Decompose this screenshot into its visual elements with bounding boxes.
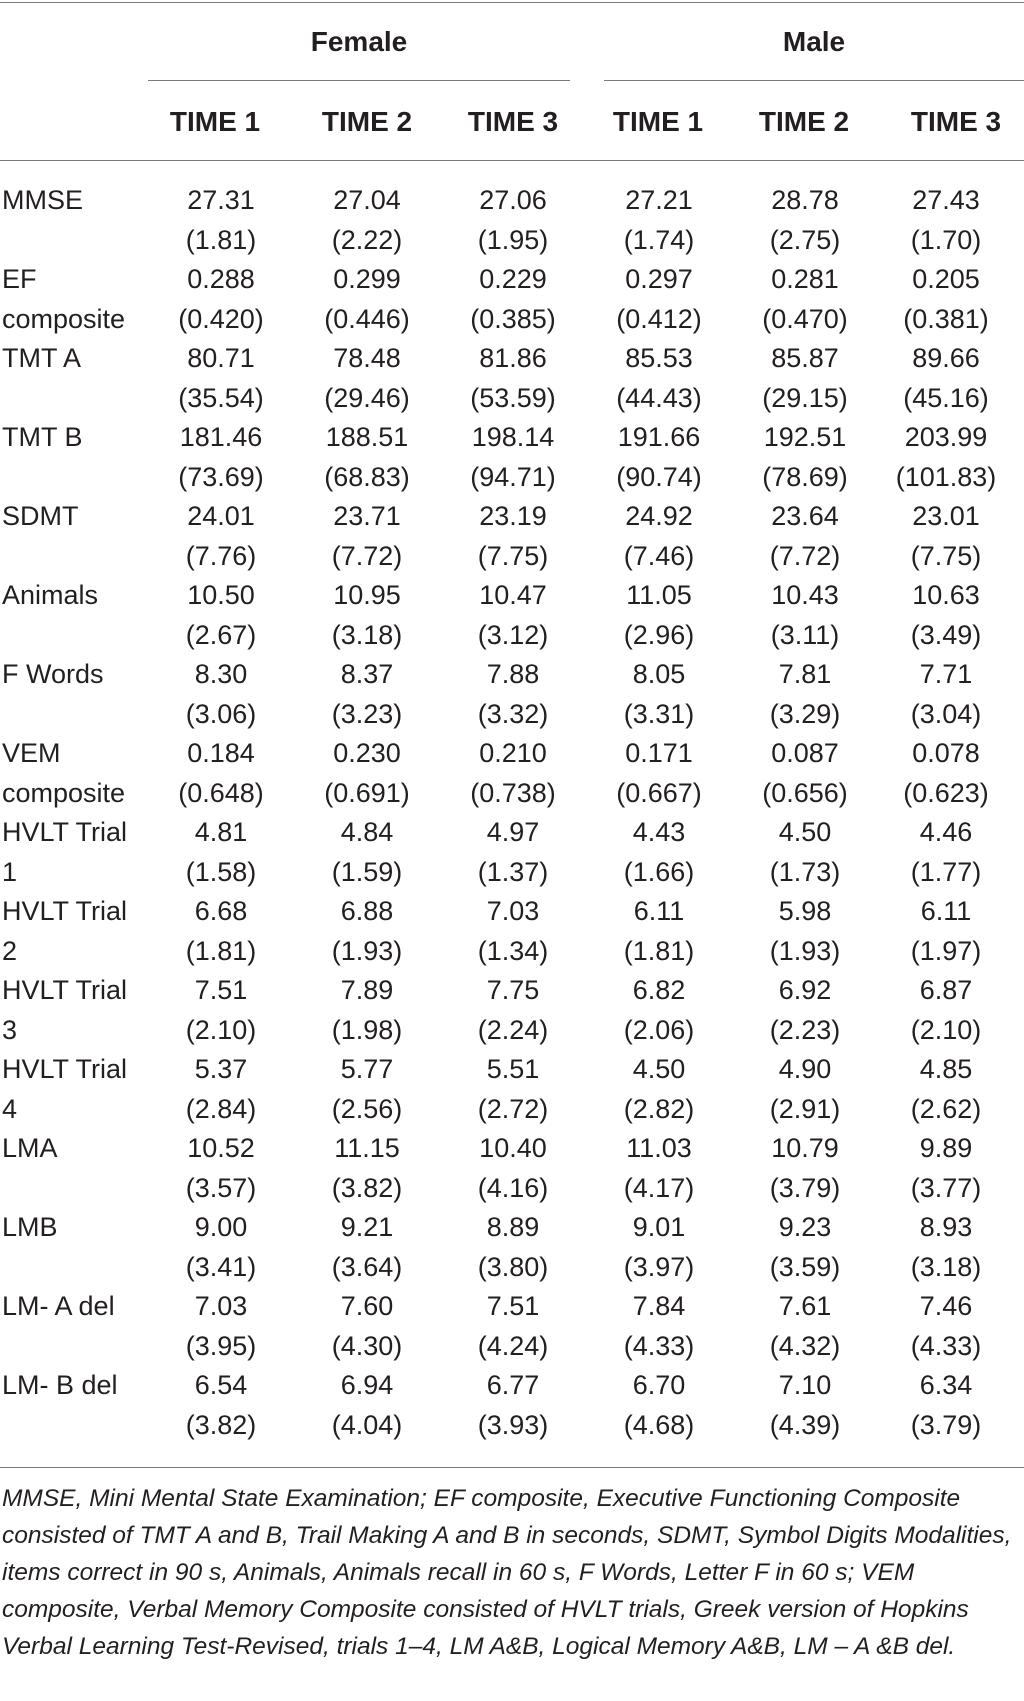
mean-cell: 0.078 [912, 738, 980, 768]
column-header-female-time3: TIME 3 [467, 106, 559, 137]
row-label: HVLT Trial [2, 975, 128, 1005]
sd-cell: (0.656) [762, 777, 848, 808]
sd-cell: (3.79) [910, 1409, 982, 1440]
sd-cell: (4.39) [769, 1409, 841, 1440]
mean-cell: 9.89 [919, 1133, 973, 1163]
sd-cell: (3.31) [623, 698, 695, 729]
sd-cell: (45.16) [903, 382, 989, 413]
row-label-continued: composite [2, 777, 126, 808]
mean-cell: 9.00 [194, 1212, 248, 1242]
table-row-sd [0, 1248, 1014, 1288]
table-row-sd [0, 774, 1014, 814]
mean-cell: 11.05 [626, 580, 692, 610]
row-label: LM- A del [2, 1291, 115, 1321]
row-label: TMT A [2, 343, 82, 373]
mean-cell: 6.68 [194, 896, 248, 926]
mean-cell: 0.087 [771, 738, 839, 768]
table-row-mean [0, 497, 1014, 537]
table-row-sd [0, 853, 1014, 893]
mean-cell: 10.43 [771, 580, 839, 610]
row-label-continued [0, 1248, 148, 1288]
mean-cell: 8.93 [919, 1212, 973, 1242]
mean-cell: 10.40 [479, 1133, 547, 1163]
sd-cell: (3.41) [185, 1251, 257, 1282]
sd-cell: (4.24) [477, 1330, 549, 1361]
mean-cell: 191.66 [617, 422, 701, 452]
mean-cell: 181.46 [179, 422, 263, 452]
table-row-mean [0, 1366, 1014, 1406]
mean-cell: 0.171 [625, 738, 693, 768]
data-table [0, 181, 1014, 1445]
mean-cell: 5.77 [340, 1054, 394, 1084]
sd-cell: (4.30) [331, 1330, 403, 1361]
mean-cell: 80.71 [187, 343, 255, 373]
table-row-sd [0, 1327, 1014, 1367]
mean-cell: 6.11 [633, 896, 685, 926]
mean-cell: 6.82 [632, 975, 686, 1005]
sd-cell: (2.10) [185, 1014, 257, 1045]
row-label-continued: 3 [2, 1014, 18, 1045]
mean-cell: 6.70 [632, 1370, 686, 1400]
mean-cell: 4.84 [340, 817, 394, 847]
row-label: LM- B del [2, 1370, 118, 1400]
column-header-female-time2: TIME 2 [321, 106, 413, 137]
mean-cell: 6.77 [486, 1370, 540, 1400]
sd-cell: (1.73) [769, 856, 841, 887]
mean-cell: 6.54 [194, 1370, 248, 1400]
table-row-mean [0, 971, 1014, 1011]
mean-cell: 6.11 [920, 896, 972, 926]
row-label: EF [2, 264, 37, 294]
sd-cell: (4.32) [769, 1330, 841, 1361]
mean-cell: 7.60 [340, 1291, 394, 1321]
sd-cell: (4.33) [623, 1330, 695, 1361]
row-label-continued [0, 458, 148, 498]
sd-cell: (2.96) [623, 619, 695, 650]
row-label-continued [0, 1169, 148, 1209]
mean-cell: 24.01 [187, 501, 255, 531]
sd-cell: (78.69) [762, 461, 848, 492]
sd-cell: (2.75) [769, 224, 841, 255]
mean-cell: 7.03 [486, 896, 540, 926]
sd-cell: (1.81) [185, 935, 257, 966]
table-footnote: MMSE, Mini Mental State Examination; EF composite, Executive Functioning Composite consisted of TMT A and B, Trail Making A and B in seconds, SDMT, Symbol Digits Modalities, items correct in 90 s, Animals, Animals recall in 60 s, F Words, Letter F in 60 s; VEM composite, Verbal Memory Composite consisted of HVLT trials, Greek version of Hopkins Verbal Learning Test-Revised, trials 1–4, LM A&B, Logical Memory A&B, LM – A &B del. [2, 1485, 1012, 1660]
mean-cell: 0.230 [333, 738, 401, 768]
mean-cell: 23.19 [479, 501, 547, 531]
sd-cell: (0.738) [470, 777, 556, 808]
mean-cell: 11.15 [334, 1133, 400, 1163]
sd-cell: (1.70) [910, 224, 982, 255]
mean-cell: 8.89 [486, 1212, 540, 1242]
sd-cell: (3.32) [477, 698, 549, 729]
sd-cell: (3.18) [331, 619, 403, 650]
sd-cell: (1.95) [477, 224, 549, 255]
sd-cell: (0.381) [903, 303, 989, 334]
sd-cell: (3.82) [185, 1409, 257, 1440]
mean-cell: 4.97 [486, 817, 540, 847]
sd-cell: (4.17) [623, 1172, 695, 1203]
sd-cell: (4.33) [910, 1330, 982, 1361]
sd-cell: (2.56) [331, 1093, 403, 1124]
sd-cell: (2.67) [185, 619, 257, 650]
mean-cell: 10.52 [187, 1133, 255, 1163]
table-row-sd [0, 300, 1014, 340]
row-label-continued: 4 [2, 1093, 18, 1124]
mean-cell: 81.86 [479, 343, 547, 373]
sd-cell: (1.93) [331, 935, 403, 966]
row-label: HVLT Trial [2, 1054, 128, 1084]
mean-cell: 27.31 [187, 185, 255, 215]
mean-cell: 27.21 [625, 185, 693, 215]
sd-cell: (3.11) [770, 619, 840, 650]
mean-cell: 7.51 [486, 1291, 540, 1321]
row-label: SDMT [2, 501, 79, 531]
sd-cell: (3.95) [185, 1330, 257, 1361]
mean-cell: 0.297 [625, 264, 693, 294]
mean-cell: 27.04 [333, 185, 401, 215]
row-label-continued [0, 221, 148, 261]
table-row-sd [0, 379, 1014, 419]
sd-cell: (3.06) [185, 698, 257, 729]
mean-cell: 6.34 [919, 1370, 973, 1400]
mean-cell: 8.05 [632, 659, 686, 689]
sd-cell: (101.83) [895, 461, 997, 492]
mean-cell: 4.50 [632, 1054, 686, 1084]
row-label-continued [0, 616, 148, 656]
row-label-continued [0, 1327, 148, 1367]
sd-cell: (3.23) [331, 698, 403, 729]
sd-cell: (29.46) [324, 382, 410, 413]
mean-cell: 23.01 [912, 501, 980, 531]
sd-cell: (1.37) [477, 856, 549, 887]
table-top-rule [0, 2, 1024, 3]
group-header-female: Female [310, 26, 408, 57]
group-underline-male [604, 80, 1024, 81]
mean-cell: 7.71 [919, 659, 973, 689]
sd-cell: (68.83) [324, 461, 410, 492]
column-header-female-time1: TIME 1 [169, 106, 261, 137]
sd-cell: (3.18) [910, 1251, 982, 1282]
mean-cell: 5.98 [778, 896, 832, 926]
row-label: HVLT Trial [2, 817, 128, 847]
table-row-mean [0, 1129, 1014, 1169]
mean-cell: 0.299 [333, 264, 401, 294]
sd-cell: (3.64) [331, 1251, 403, 1282]
row-label: MMSE [2, 185, 83, 215]
sd-cell: (53.59) [470, 382, 556, 413]
mean-cell: 10.63 [912, 580, 980, 610]
mean-cell: 0.229 [479, 264, 547, 294]
sd-cell: (2.84) [185, 1093, 257, 1124]
sd-cell: (0.691) [324, 777, 410, 808]
table-row-sd [0, 1011, 1014, 1051]
row-label-continued [0, 379, 148, 419]
sd-cell: (2.06) [623, 1014, 695, 1045]
table-row-mean [0, 734, 1014, 774]
group-header-male: Male [782, 26, 846, 57]
header-bottom-rule [0, 160, 1024, 161]
sd-cell: (7.72) [769, 540, 841, 571]
sd-cell: (7.75) [477, 540, 549, 571]
mean-cell: 7.10 [778, 1370, 832, 1400]
mean-cell: 0.205 [912, 264, 980, 294]
sd-cell: (1.58) [185, 856, 257, 887]
sd-cell: (2.91) [769, 1093, 841, 1124]
sd-cell: (4.04) [331, 1409, 403, 1440]
sd-cell: (1.93) [769, 935, 841, 966]
sd-cell: (2.72) [477, 1093, 549, 1124]
table-bottom-rule [0, 1467, 1024, 1468]
mean-cell: 9.23 [778, 1212, 832, 1242]
table-body [0, 181, 1014, 1445]
mean-cell: 7.51 [194, 975, 248, 1005]
sd-cell: (4.16) [477, 1172, 549, 1203]
sd-cell: (1.74) [623, 224, 695, 255]
sd-cell: (2.24) [477, 1014, 549, 1045]
table-row-mean [0, 260, 1014, 300]
mean-cell: 6.94 [340, 1370, 394, 1400]
sd-cell: (7.46) [623, 540, 695, 571]
sd-cell: (2.22) [331, 224, 403, 255]
mean-cell: 7.84 [632, 1291, 686, 1321]
sd-cell: (3.77) [910, 1172, 982, 1203]
sd-cell: (0.667) [616, 777, 702, 808]
sd-cell: (90.74) [616, 461, 702, 492]
sd-cell: (1.34) [477, 935, 549, 966]
sd-cell: (3.97) [623, 1251, 695, 1282]
sd-cell: (0.470) [762, 303, 848, 334]
row-label: VEM [2, 738, 61, 768]
table-row-mean [0, 576, 1014, 616]
sd-cell: (3.80) [477, 1251, 549, 1282]
mean-cell: 24.92 [625, 501, 693, 531]
table-row-mean [0, 181, 1014, 221]
sd-cell: (3.82) [331, 1172, 403, 1203]
mean-cell: 28.78 [771, 185, 839, 215]
table-row-mean [0, 1208, 1014, 1248]
sd-cell: (1.59) [331, 856, 403, 887]
mean-cell: 27.06 [479, 185, 547, 215]
mean-cell: 7.03 [194, 1291, 248, 1321]
mean-cell: 4.50 [778, 817, 832, 847]
mean-cell: 6.87 [919, 975, 973, 1005]
mean-cell: 10.47 [479, 580, 547, 610]
table-row-mean [0, 655, 1014, 695]
table-row-mean [0, 339, 1014, 379]
mean-cell: 9.21 [340, 1212, 394, 1242]
table-row-sd [0, 1090, 1014, 1130]
mean-cell: 85.53 [625, 343, 693, 373]
mean-cell: 89.66 [912, 343, 980, 373]
sd-cell: (1.66) [623, 856, 695, 887]
mean-cell: 78.48 [333, 343, 401, 373]
row-label-continued [0, 1406, 148, 1446]
row-label: LMB [2, 1212, 58, 1242]
table-row-sd [0, 458, 1014, 498]
mean-cell: 4.90 [778, 1054, 832, 1084]
mean-cell: 0.288 [187, 264, 255, 294]
table-row-mean [0, 1050, 1014, 1090]
sd-cell: (44.43) [616, 382, 702, 413]
sd-cell: (2.10) [910, 1014, 982, 1045]
mean-cell: 0.184 [187, 738, 255, 768]
sd-cell: (3.12) [477, 619, 549, 650]
table-row-sd [0, 1169, 1014, 1209]
table-row-sd [0, 616, 1014, 656]
mean-cell: 7.61 [778, 1291, 832, 1321]
mean-cell: 9.01 [632, 1212, 686, 1242]
row-label: HVLT Trial [2, 896, 128, 926]
sd-cell: (3.79) [769, 1172, 841, 1203]
sd-cell: (0.623) [903, 777, 989, 808]
mean-cell: 4.43 [632, 817, 686, 847]
sd-cell: (3.93) [477, 1409, 549, 1440]
sd-cell: (35.54) [178, 382, 264, 413]
mean-cell: 23.71 [333, 501, 401, 531]
column-header-male-time1: TIME 1 [612, 106, 704, 137]
mean-cell: 5.51 [486, 1054, 540, 1084]
table-row-mean [0, 418, 1014, 458]
mean-cell: 10.95 [333, 580, 401, 610]
sd-cell: (1.81) [185, 224, 257, 255]
sd-cell: (7.76) [185, 540, 257, 571]
table-row-sd [0, 221, 1014, 261]
sd-cell: (4.68) [623, 1409, 695, 1440]
sd-cell: (2.82) [623, 1093, 695, 1124]
mean-cell: 10.79 [771, 1133, 839, 1163]
table-row-mean [0, 892, 1014, 932]
sd-cell: (0.412) [616, 303, 702, 334]
mean-cell: 85.87 [771, 343, 839, 373]
mean-cell: 10.50 [187, 580, 255, 610]
row-label-continued: 2 [2, 935, 18, 966]
row-label-continued: composite [2, 303, 126, 334]
sd-cell: (1.98) [331, 1014, 403, 1045]
table-row-sd [0, 695, 1014, 735]
sd-cell: (2.23) [769, 1014, 841, 1045]
mean-cell: 198.14 [471, 422, 555, 452]
sd-cell: (0.446) [324, 303, 410, 334]
sd-cell: (1.77) [910, 856, 982, 887]
mean-cell: 7.89 [340, 975, 394, 1005]
sd-cell: (0.420) [178, 303, 264, 334]
table-row-sd [0, 932, 1014, 972]
sd-cell: (73.69) [178, 461, 264, 492]
mean-cell: 0.210 [479, 738, 547, 768]
row-label: LMA [2, 1133, 58, 1163]
table-row-mean [0, 813, 1014, 853]
sd-cell: (3.29) [769, 698, 841, 729]
column-header-male-time2: TIME 2 [758, 106, 850, 137]
row-label-continued [0, 537, 148, 577]
column-header-male-time3: TIME 3 [910, 106, 1002, 137]
row-label-continued: 1 [2, 856, 18, 887]
row-label: TMT B [2, 422, 83, 452]
mean-cell: 11.03 [626, 1133, 692, 1163]
mean-cell: 4.46 [919, 817, 973, 847]
mean-cell: 203.99 [904, 422, 988, 452]
mean-cell: 7.75 [486, 975, 540, 1005]
group-underline-female [148, 80, 570, 81]
mean-cell: 5.37 [194, 1054, 248, 1084]
table-row-sd [0, 537, 1014, 577]
mean-cell: 4.81 [194, 817, 248, 847]
table-row-mean [0, 1287, 1014, 1327]
mean-cell: 7.46 [919, 1291, 973, 1321]
sd-cell: (3.49) [910, 619, 982, 650]
sd-cell: (2.62) [910, 1093, 982, 1124]
sd-cell: (7.75) [910, 540, 982, 571]
sd-cell: (94.71) [470, 461, 556, 492]
mean-cell: 188.51 [325, 422, 409, 452]
row-label: F Words [2, 659, 104, 689]
row-label-continued [0, 695, 148, 735]
mean-cell: 7.88 [486, 659, 540, 689]
mean-cell: 7.81 [778, 659, 832, 689]
sd-cell: (29.15) [762, 382, 848, 413]
sd-cell: (3.59) [769, 1251, 841, 1282]
mean-cell: 8.37 [340, 659, 394, 689]
sd-cell: (7.72) [331, 540, 403, 571]
sd-cell: (0.648) [178, 777, 264, 808]
mean-cell: 23.64 [771, 501, 839, 531]
sd-cell: (3.57) [185, 1172, 257, 1203]
table-row-sd [0, 1406, 1014, 1446]
mean-cell: 6.88 [340, 896, 394, 926]
mean-cell: 8.30 [194, 659, 248, 689]
sd-cell: (3.04) [910, 698, 982, 729]
mean-cell: 27.43 [912, 185, 980, 215]
mean-cell: 6.92 [778, 975, 832, 1005]
mean-cell: 0.281 [771, 264, 839, 294]
sd-cell: (1.81) [623, 935, 695, 966]
mean-cell: 192.51 [763, 422, 847, 452]
mean-cell: 4.85 [919, 1054, 973, 1084]
row-label: Animals [2, 580, 99, 610]
sd-cell: (1.97) [910, 935, 982, 966]
sd-cell: (0.385) [470, 303, 556, 334]
